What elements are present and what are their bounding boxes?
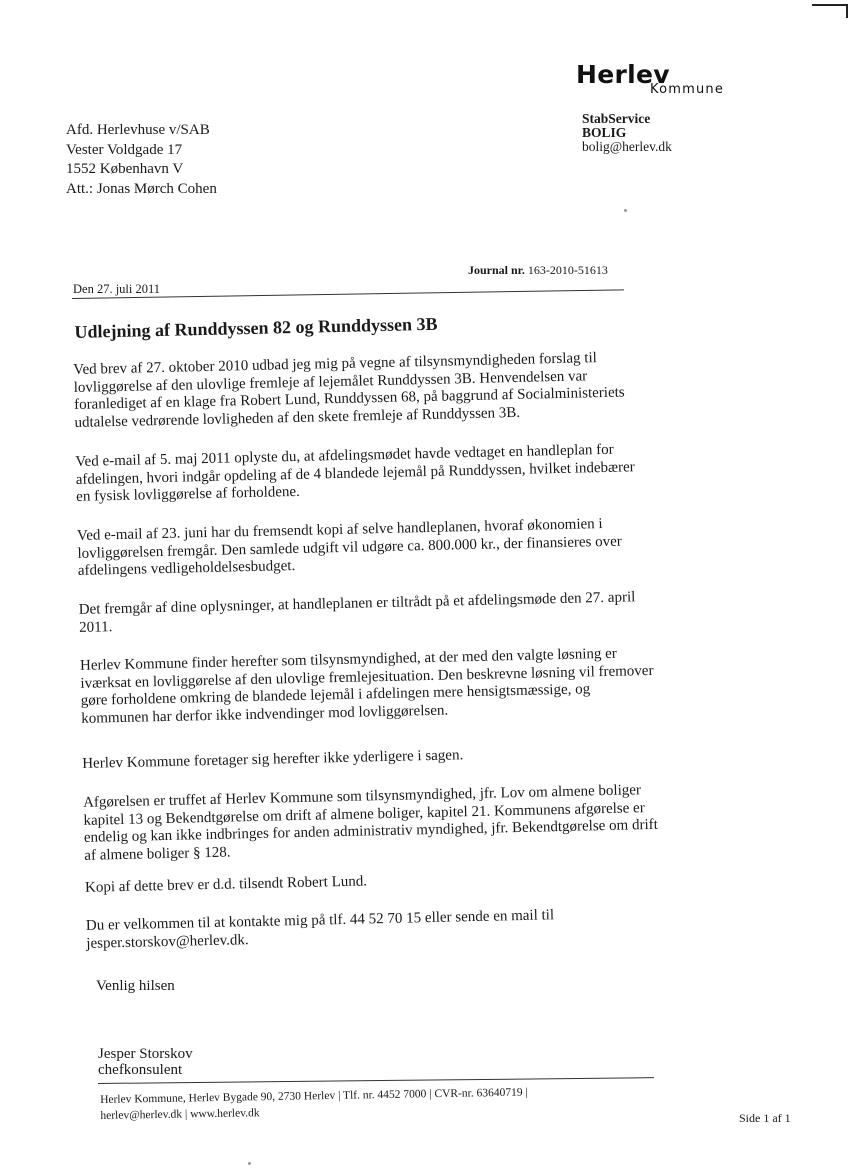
logo-main-text: Herlev [576,60,670,89]
footer-line: Herlev Kommune, Herlev Bygade 90, 2730 Herlev | Tlf. nr. 4452 7000 | CVR-nr. 63640719 | [100,1086,528,1106]
recipient-line: 1552 København V [66,161,184,177]
scan-corner-mark [812,4,848,6]
sender-dept: StabService [582,111,651,126]
signature-name: Jesper Storskov [98,1046,193,1062]
letter-footer [100,1085,528,1124]
scan-speck [624,209,627,212]
footer-divider [98,1077,654,1084]
journal-label: Journal nr. [468,263,525,277]
body-paragraph: Herlev Kommune foretager sig herefter ikke yderligere i sagen. [82,747,464,772]
herlev-kommune-logo [576,60,746,102]
body-paragraph: Kopi af dette brev er d.d. tilsendt Robert Lund. [84,873,368,896]
sender-unit: BOLIG [582,125,627,140]
page-number: Side 1 af 1 [739,1111,791,1125]
letter-subject: Udlejning af Runddyssen 82 og Runddyssen 3B [74,313,438,342]
journal-value: 163-2010-51613 [527,263,608,277]
logo-sub-text: Kommune [650,82,725,97]
journal-number [468,263,608,278]
closing-greeting: Venlig hilsen [96,978,175,994]
signature-block [98,1046,193,1078]
recipient-line: Afd. Herlevhuse v/SAB [66,122,210,138]
footer-line: herlev@herlev.dk | www.herlev.dk [100,1107,260,1122]
signature-title: chefkonsulent [98,1062,183,1078]
scan-speck [248,1162,251,1165]
sender-block [582,112,672,154]
recipient-address [66,121,217,199]
body-paragraph: Ved e-mail af 23. juni har du fremsendt kopi af selve handleplanen, hvoraf økonomien i lovliggørelsen fremgår. Den samlede udgift vil udgøre ca. 800.000 kr., der finansieres over afdelingens vedligeholdelsesbudget. [76,516,622,579]
recipient-line: Att.: Jonas Mørch Cohen [66,180,217,197]
sender-email: bolig@herlev.dk [582,139,672,154]
recipient-line: Vester Voldgade 17 [66,141,183,158]
body-paragraph: Herlev Kommune finder herefter som tilsynsmyndighed, at der med den valgte løsning er iværksat en lovliggørelse af den ulovlige fremlejesituation. Den beskrevne løsning vil fremover gøre forholdene omkring de blandede lejemål i afdelingen mere hensigtsmæssige, og kommunen har derfor ikke indvendinger mod lovliggørelsen. [79,645,654,727]
body-paragraph: Ved e-mail af 5. maj 2011 oplyste du, at afdelingsmødet havde vedtaget en handleplan for afdelingen, hvori indgår opdeling af de 4 blandede lejemål på Runddyssen, hvilket indebærer en fysisk lovliggørelse af forholdene. [75,441,635,505]
letter-body [72,299,659,952]
body-paragraph: Du er velkommen til at kontakte mig på tlf. 44 52 70 15 eller sende en mail til jesper.storskov@herlev.dk. [85,907,555,952]
body-paragraph: Det fremgår af dine oplysninger, at handleplanen er tiltrådt på et afdelingsmøde den 27. april 2011. [78,589,636,636]
scan-corner-mark [846,4,848,18]
letter-date: Den 27. juli 2011 [73,282,161,296]
body-paragraph: Ved brev af 27. oktober 2010 udbad jeg mig på vegne af tilsynsmyndigheden forslag til lovliggørelse af den ulovlige fremleje af lejemålet Runddyssen 3B. Henvendelsen var foranlediget af en klage fra Robert Lund, Runddyssen 68, på baggrund af Socialministeriets udtalelse vedrørende lovligheden af den skete fremleje af Runddyssen 3B. [73,350,625,431]
body-paragraph: Afgørelsen er truffet af Herlev Kommune som tilsynsmyndighed, jfr. Lov om almene boliger kapitel 13 og Bekendtgørelse om drift af almene boliger, kapitel 21. Kommunens afgørelse er endelig og kan ikke indbringes for anden administrativ myndighed, jfr. Bekendtgørelse om drift af almene boliger § 128. [82,782,659,864]
